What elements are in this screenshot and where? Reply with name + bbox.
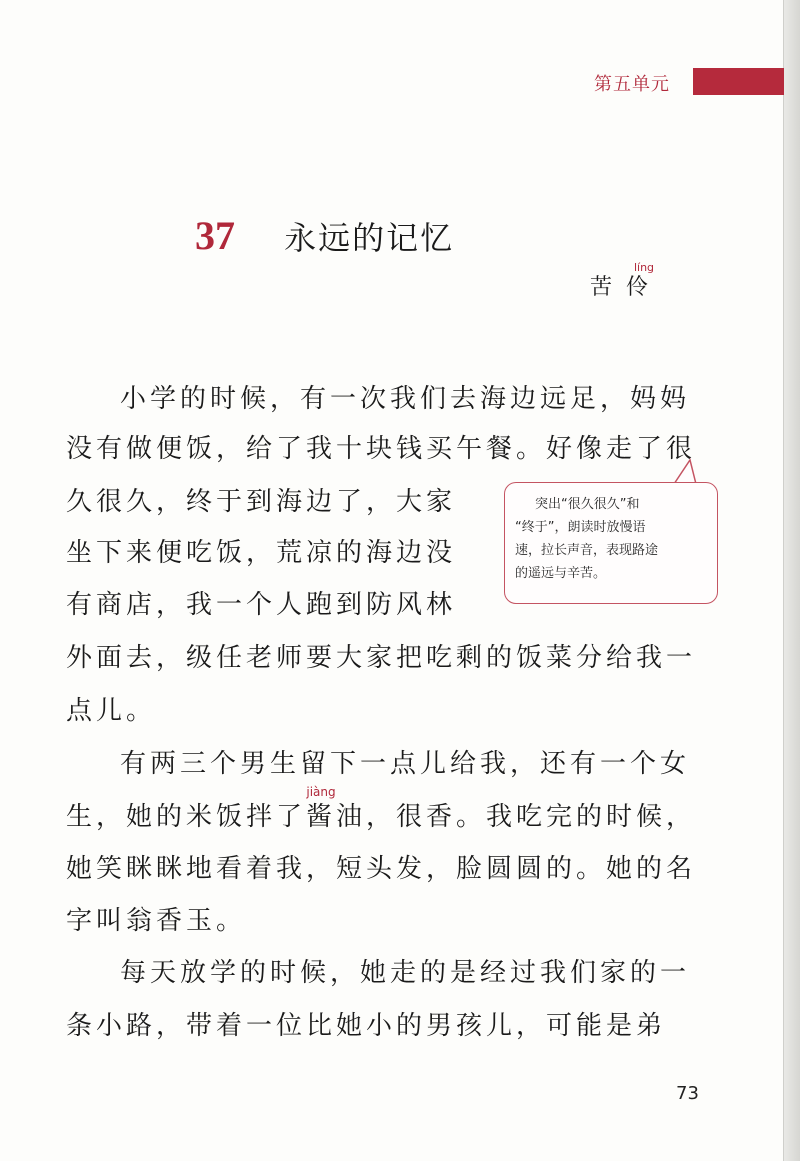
p2-line-3: 她笑眯眯地看着我，短头发，脸圆圆的。她的名 bbox=[66, 854, 697, 884]
lesson-title bbox=[195, 212, 454, 259]
p1-line-3: 久很久，终于到海边了，大家 bbox=[66, 487, 457, 517]
unit-label: 第五单元 bbox=[594, 74, 670, 95]
p1-line-7: 点儿。 bbox=[66, 696, 157, 726]
author bbox=[590, 261, 663, 301]
author-char-2: 伶 bbox=[626, 275, 663, 300]
note-line-4: 的遥远与辛苦。 bbox=[515, 566, 607, 581]
p2-line-1: 有两三个男生留下一点儿给我，还有一个女 bbox=[120, 749, 691, 779]
p2-line-2-after: 油，很香。我吃完的时候， bbox=[336, 802, 697, 832]
p1-line-1: 小学的时候，有一次我们去海边远足，妈妈 bbox=[120, 384, 691, 414]
note-line-3: 速，拉长声音，表现路途 bbox=[515, 543, 659, 558]
p2-line-2 bbox=[66, 785, 697, 833]
ruby-jiang bbox=[306, 785, 337, 832]
page-number: 73 bbox=[676, 1083, 699, 1104]
lesson-name: 永远的记忆 bbox=[284, 218, 455, 257]
lesson-number: 37 bbox=[195, 213, 235, 258]
ruby-pinyin-jiang: jiàng bbox=[306, 785, 336, 799]
page-edge bbox=[783, 0, 800, 1161]
author-pinyin: líng bbox=[633, 261, 655, 274]
p1-line-2: 没有做便饭，给了我十块钱买午餐。好像走了很 bbox=[66, 434, 697, 464]
note-line-1: 突出“很久很久”和 bbox=[535, 497, 640, 512]
unit-color-bar bbox=[693, 68, 784, 95]
annotation-note bbox=[504, 482, 718, 604]
ruby-char-jiang: 酱 bbox=[306, 802, 337, 832]
p1-line-6: 外面去，级任老师要大家把吃剩的饭菜分给我一 bbox=[66, 643, 697, 673]
note-line-2: “终于”，朗读时放慢语 bbox=[515, 520, 646, 535]
p2-line-2-before: 生，她的米饭拌了 bbox=[66, 802, 307, 832]
p2-line-4: 字叫翁香玉。 bbox=[66, 906, 247, 936]
author-char-2-ruby bbox=[626, 261, 663, 300]
p3-line-2: 条小路，带着一位比她小的男孩儿，可能是弟 bbox=[66, 1011, 667, 1041]
p1-line-4: 坐下来便吃饭，荒凉的海边没 bbox=[66, 538, 457, 568]
p1-line-5: 有商店，我一个人跑到防风林 bbox=[66, 590, 457, 620]
author-char-1: 苦 bbox=[590, 275, 627, 300]
p3-line-1: 每天放学的时候，她走的是经过我们家的一 bbox=[120, 958, 691, 988]
